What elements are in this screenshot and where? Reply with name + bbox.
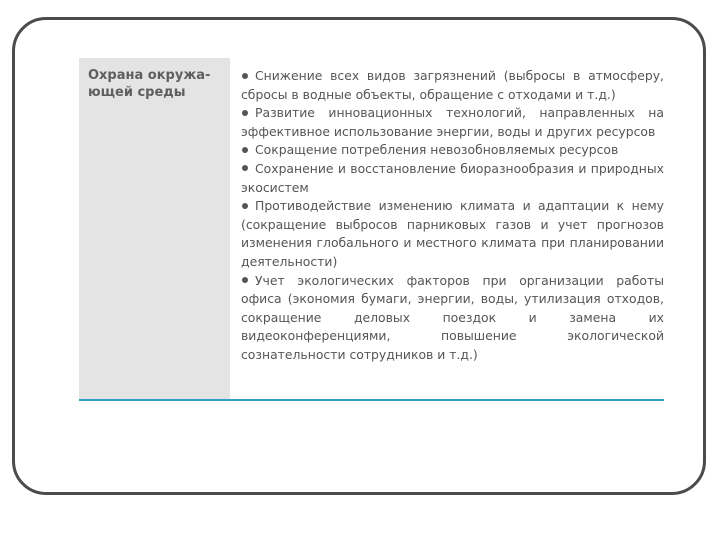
list-item-text: Развитие инновационных технологий, направленных на эффективное использование энергии, воды и других ресурсов — [241, 105, 664, 139]
bullet-icon — [242, 165, 248, 171]
list-item — [241, 272, 664, 365]
table-left-column — [79, 58, 230, 399]
list-item — [241, 160, 664, 197]
list-item — [241, 104, 664, 141]
document-table — [79, 58, 664, 401]
list-item — [241, 141, 664, 160]
list-item-text: Снижение всех видов загрязнений (выбросы в атмосферу, сбросы в водные объекты, обращение с отходами и т.д.) — [241, 68, 664, 102]
table-right-column — [230, 58, 664, 399]
bullet-icon — [242, 110, 248, 116]
list-item-text: Учет экологических факторов при организации работы офиса (экономия бумаги, энергии, воды, утилизация отходов, сокращение деловых поездок и замена их видеоконференциями, повышение экологической сознательности сотрудников и т.д.) — [241, 272, 664, 362]
bullet-icon — [242, 277, 248, 283]
bullet-icon — [242, 203, 248, 209]
bullet-icon — [242, 147, 248, 153]
list-item-text: Сокращение потребления невозобновляемых ресурсов — [255, 142, 619, 158]
list-item-text: Противодействие изменению климата и адаптации к нему (сокращение выбросов парниковых газов и учет прогнозов изменения глобального и местного климата при планировании деятельности) — [241, 198, 664, 269]
list-item — [241, 67, 664, 104]
list-item-text: Сохранение и восстановление биоразнообразия и природных экосистем — [241, 160, 664, 195]
bullet-icon — [242, 73, 248, 79]
section-heading: Охрана окружа- ющей среды — [88, 68, 211, 100]
list-item — [241, 197, 664, 271]
